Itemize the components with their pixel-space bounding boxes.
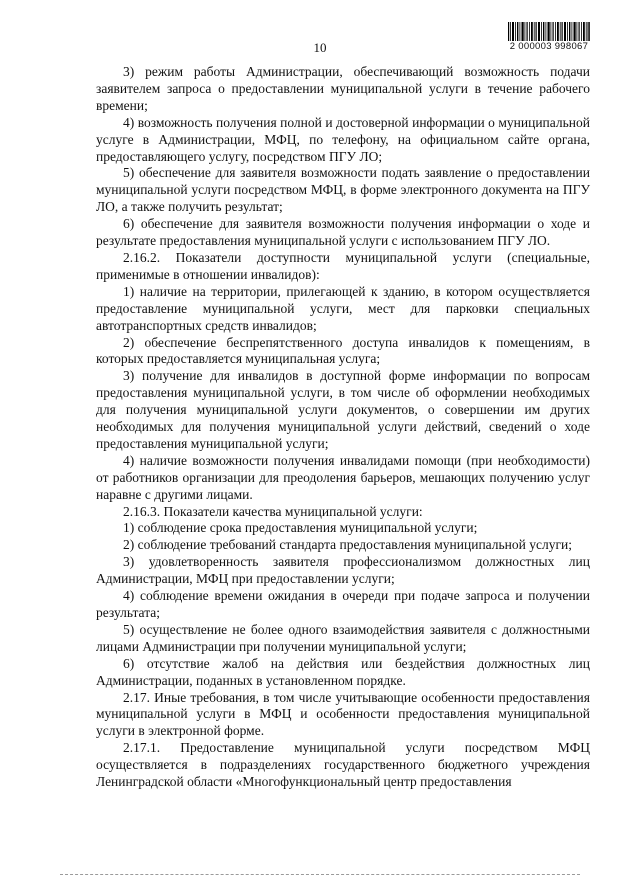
paragraph: 2.17. Иные требования, в том числе учитывающие особенности предоставления муниципальной услуги в МФЦ и особенности предоставления муниципальной услуги в электронной форме. — [96, 689, 590, 739]
barcode-number: 2 000003 998067 — [509, 41, 589, 52]
paragraph: 5) осуществление не более одного взаимодействия заявителя с должностными лицами Администрации при получении муниципальной услуги; — [96, 621, 590, 654]
paragraph: 2.16.3. Показатели качества муниципальной услуги: — [123, 503, 423, 519]
scan-footer-line — [60, 874, 580, 876]
paragraph: 4) наличие возможности получения инвалидами помощи (при необходимости) от работников организации для преодоления барьеров, мешающих получению услуг наравне с другими лицами. — [96, 452, 590, 502]
paragraph: 6) отсутствие жалоб на действия или бездействия должностных лиц Администрации, поданных в установленном порядке. — [96, 655, 590, 688]
paragraph: 2) обеспечение беспрепятственного доступа инвалидов к помещениям, в которых предоставляется муниципальная услуга; — [96, 334, 590, 367]
paragraph: 5) обеспечение для заявителя возможности подать заявление о предоставлении муниципальной услуги посредством МФЦ, в форме электронного документа на ПГУ ЛО, а также получить результат; — [96, 165, 590, 215]
paragraph: 1) соблюдение срока предоставления муниципальной услуги; — [123, 520, 478, 536]
paragraph: 3) получение для инвалидов в доступной форме информации по вопросам предоставления муниципальной услуги, в том числе об оформлении необходимых для получения муниципальной услуги документов, о совершении им других необходимых для получения муниципальной услуги действий, сведений о ходе предоставления муниципальной услуги; — [96, 368, 590, 451]
paragraph: 3) удовлетворенность заявителя профессионализмом должностных лиц Администрации, МФЦ при предоставлении услуги; — [96, 554, 590, 587]
paragraph: 2.17.1. Предоставление муниципальной услуги посредством МФЦ осуществляется в подразделениях государственного бюджетного учреждения Ленинградской области «Многофункциональный центр предоставления — [96, 740, 590, 790]
barcode — [508, 22, 590, 52]
barcode-icon — [508, 22, 590, 41]
paragraph: 3) режим работы Администрации, обеспечивающий возможность подачи заявителем запроса о предоставлении муниципальной услуги в течение рабочего времени; — [96, 64, 590, 113]
paragraph: 1) наличие на территории, прилегающей к зданию, в котором осуществляется предоставление муниципальной услуги, мест для парковки специальных автотранспортных средств инвалидов; — [96, 283, 590, 333]
document-body — [96, 64, 590, 791]
paragraph: 4) возможность получения полной и достоверной информации о муниципальной услуге в Администрации, МФЦ, по телефону, на официальном сайте органа, предоставляющего услугу, посредством ПГУ ЛО; — [96, 114, 590, 164]
paragraph: 2.16.2. Показатели доступности муниципальной услуги (специальные, применимые в отношении инвалидов): — [96, 249, 590, 282]
paragraph: 4) соблюдение времени ожидания в очереди при подаче запроса и получении результата; — [96, 588, 590, 620]
paragraph: 2) соблюдение требований стандарта предоставления муниципальной услуги; — [123, 537, 572, 553]
page-number: 10 — [313, 40, 327, 55]
paragraph: 6) обеспечение для заявителя возможности получения информации о ходе и результате предоставления муниципальной услуги с использованием ПГУ ЛО. — [96, 216, 590, 249]
